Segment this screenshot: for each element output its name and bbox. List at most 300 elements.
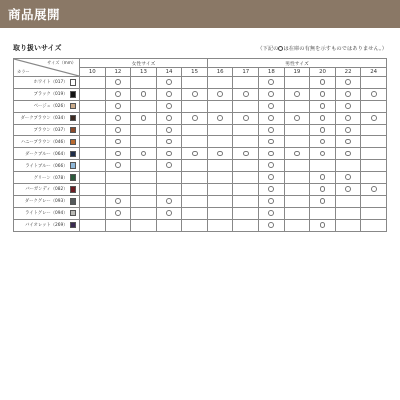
availability-cell: [105, 112, 131, 124]
availability-cell: [361, 184, 387, 196]
availability-cell: [284, 77, 310, 89]
availability-cell: [284, 172, 310, 184]
availability-cell: [233, 100, 259, 112]
availability-cell: [80, 100, 106, 112]
circle-outline-icon: [141, 151, 147, 157]
circle-outline-icon: [141, 91, 147, 97]
availability-cell: [335, 172, 361, 184]
circle-outline-icon: [166, 127, 172, 133]
circle-outline-icon: [345, 115, 351, 121]
availability-cell: [259, 184, 285, 196]
color-cell: [14, 112, 80, 124]
circle-outline-icon: [320, 127, 326, 133]
availability-cell: [310, 100, 336, 112]
availability-cell: [182, 160, 208, 172]
circle-outline-icon: [243, 151, 249, 157]
availability-cell: [335, 136, 361, 148]
circle-outline-icon: [166, 198, 172, 204]
size-group-header: 男性サイズ: [207, 59, 386, 68]
circle-outline-icon: [166, 91, 172, 97]
color-label: ダークブルー（064）: [25, 151, 68, 157]
size-header: 12: [105, 68, 131, 77]
availability-cell: [105, 172, 131, 184]
availability-cell: [156, 219, 182, 231]
availability-cell: [182, 88, 208, 100]
availability-cell: [105, 207, 131, 219]
color-swatch: [70, 127, 77, 134]
color-label: ダークグレー（093）: [24, 199, 68, 205]
circle-outline-icon: [268, 139, 274, 145]
availability-cell: [335, 112, 361, 124]
availability-cell: [207, 136, 233, 148]
availability-cell: [182, 184, 208, 196]
availability-cell: [361, 160, 387, 172]
circle-outline-icon: [345, 79, 351, 85]
availability-cell: [233, 136, 259, 148]
availability-cell: [284, 219, 310, 231]
availability-cell: [207, 219, 233, 231]
circle-outline-icon: [115, 162, 121, 168]
color-swatch: [70, 151, 77, 158]
availability-cell: [156, 184, 182, 196]
availability-cell: [233, 160, 259, 172]
availability-cell: [259, 77, 285, 89]
availability-cell: [105, 77, 131, 89]
availability-cell: [182, 207, 208, 219]
availability-cell: [310, 195, 336, 207]
availability-cell: [310, 172, 336, 184]
availability-cell: [156, 172, 182, 184]
circle-outline-icon: [320, 139, 326, 145]
circle-outline-icon: [320, 186, 326, 192]
size-group-row: [14, 59, 387, 68]
circle-outline-icon: [243, 115, 249, 121]
availability-cell: [361, 77, 387, 89]
circle-outline-icon: [166, 103, 172, 109]
size-header: 19: [284, 68, 310, 77]
availability-cell: [361, 148, 387, 160]
color-label: ライトグレー（094）: [25, 211, 68, 217]
color-cell: [14, 77, 80, 89]
availability-cell: [284, 160, 310, 172]
size-header: 14: [156, 68, 182, 77]
circle-outline-icon: [320, 198, 326, 204]
availability-cell: [335, 207, 361, 219]
availability-cell: [131, 100, 157, 112]
availability-cell: [131, 184, 157, 196]
availability-cell: [310, 88, 336, 100]
corner-color-label: カラー: [17, 69, 30, 74]
availability-cell: [105, 195, 131, 207]
availability-cell: [105, 124, 131, 136]
circle-outline-icon: [166, 210, 172, 216]
availability-cell: [361, 136, 387, 148]
color-cell: [14, 100, 80, 112]
circle-outline-icon: [294, 91, 300, 97]
availability-cell: [335, 100, 361, 112]
color-swatch: [70, 222, 77, 229]
circle-outline-icon: [294, 115, 300, 121]
color-label: グリーン（078）: [33, 175, 68, 181]
page-title: 商品展開: [8, 7, 61, 22]
color-swatch: [70, 186, 77, 193]
circle-outline-icon: [268, 174, 274, 180]
availability-cell: [105, 148, 131, 160]
circle-outline-icon: [115, 115, 121, 121]
availability-cell: [361, 172, 387, 184]
size-availability-table: [13, 58, 387, 232]
availability-cell: [182, 77, 208, 89]
availability-cell: [310, 136, 336, 148]
availability-cell: [233, 88, 259, 100]
availability-cell: [233, 148, 259, 160]
availability-cell: [105, 184, 131, 196]
availability-cell: [131, 112, 157, 124]
availability-cell: [80, 172, 106, 184]
availability-cell: [233, 124, 259, 136]
color-swatch: [70, 162, 77, 169]
table-row: [14, 112, 387, 124]
color-label: バーガンディ（082）: [25, 187, 68, 193]
availability-cell: [335, 195, 361, 207]
availability-cell: [80, 124, 106, 136]
size-header: 18: [259, 68, 285, 77]
availability-cell: [207, 184, 233, 196]
table-row: [14, 207, 387, 219]
availability-cell: [156, 207, 182, 219]
circle-outline-icon: [320, 103, 326, 109]
circle-outline-icon: [115, 79, 121, 85]
availability-cell: [335, 124, 361, 136]
color-swatch: [70, 210, 77, 217]
color-cell: [14, 124, 80, 136]
availability-cell: [80, 195, 106, 207]
circle-outline-icon: [115, 198, 121, 204]
circle-outline-icon: [268, 162, 274, 168]
circle-outline-icon: [320, 222, 326, 228]
availability-cell: [310, 124, 336, 136]
availability-cell: [131, 148, 157, 160]
circle-outline-icon: [141, 115, 147, 121]
size-header: 10: [80, 68, 106, 77]
availability-cell: [233, 172, 259, 184]
circle-outline-icon: [345, 91, 351, 97]
availability-cell: [105, 88, 131, 100]
availability-cell: [310, 112, 336, 124]
availability-cell: [207, 160, 233, 172]
circle-outline-icon: [268, 115, 274, 121]
circle-outline-icon: [192, 151, 198, 157]
availability-cell: [80, 88, 106, 100]
availability-cell: [80, 136, 106, 148]
availability-cell: [207, 195, 233, 207]
header-bar: [0, 0, 400, 28]
circle-outline-icon: [345, 103, 351, 109]
color-label: ハニーブラウン（046）: [20, 139, 68, 145]
availability-cell: [182, 195, 208, 207]
color-cell: [14, 184, 80, 196]
circle-outline-icon: [268, 91, 274, 97]
color-cell: [14, 160, 80, 172]
size-header: 24: [361, 68, 387, 77]
table-row: [14, 172, 387, 184]
circle-outline-icon: [192, 91, 198, 97]
circle-outline-icon: [115, 91, 121, 97]
availability-cell: [361, 88, 387, 100]
availability-cell: [105, 100, 131, 112]
availability-cell: [284, 112, 310, 124]
availability-cell: [131, 77, 157, 89]
circle-outline-icon: [345, 127, 351, 133]
circle-outline-icon: [320, 151, 326, 157]
availability-cell: [156, 100, 182, 112]
availability-cell: [182, 172, 208, 184]
availability-cell: [259, 88, 285, 100]
circle-outline-icon: [115, 151, 121, 157]
availability-cell: [233, 207, 259, 219]
availability-cell: [259, 207, 285, 219]
table-row: [14, 184, 387, 196]
availability-cell: [233, 77, 259, 89]
availability-cell: [131, 195, 157, 207]
circle-outline-icon: [166, 139, 172, 145]
circle-outline-icon: [268, 198, 274, 204]
table-row: [14, 124, 387, 136]
availability-cell: [284, 148, 310, 160]
color-label: ブラック（019）: [33, 92, 68, 98]
circle-outline-icon: [268, 79, 274, 85]
availability-cell: [361, 195, 387, 207]
note-text-after: は在庫の有無を示すものではありません。）: [283, 46, 387, 52]
color-swatch: [70, 79, 77, 86]
size-header: 13: [131, 68, 157, 77]
circle-outline-icon: [192, 115, 198, 121]
color-swatch: [70, 103, 77, 110]
color-swatch: [70, 198, 77, 205]
availability-cell: [182, 148, 208, 160]
circle-outline-icon: [268, 222, 274, 228]
availability-cell: [105, 136, 131, 148]
color-cell: [14, 219, 80, 231]
size-header: 16: [207, 68, 233, 77]
availability-cell: [156, 88, 182, 100]
availability-cell: [182, 124, 208, 136]
availability-cell: [131, 207, 157, 219]
table-row: [14, 77, 387, 89]
availability-cell: [310, 160, 336, 172]
circle-outline-icon: [345, 186, 351, 192]
availability-cell: [182, 112, 208, 124]
circle-outline-icon: [115, 127, 121, 133]
circle-outline-icon: [320, 174, 326, 180]
circle-outline-icon: [345, 174, 351, 180]
availability-cell: [284, 207, 310, 219]
availability-cell: [182, 100, 208, 112]
circle-outline-icon: [268, 127, 274, 133]
availability-cell: [310, 148, 336, 160]
table-row: [14, 219, 387, 231]
color-swatch: [70, 91, 77, 98]
availability-cell: [259, 172, 285, 184]
availability-cell: [335, 219, 361, 231]
table-row: [14, 160, 387, 172]
color-swatch: [70, 174, 77, 181]
availability-cell: [361, 219, 387, 231]
availability-cell: [207, 100, 233, 112]
availability-cell: [310, 219, 336, 231]
section-title: 取り扱いサイズ: [13, 44, 62, 52]
availability-cell: [361, 112, 387, 124]
availability-cell: [131, 124, 157, 136]
availability-cell: [80, 112, 106, 124]
color-cell: [14, 195, 80, 207]
circle-outline-icon: [115, 103, 121, 109]
availability-cell: [207, 172, 233, 184]
availability-cell: [80, 77, 106, 89]
size-header: 17: [233, 68, 259, 77]
availability-note: [257, 44, 387, 52]
circle-outline-icon: [243, 91, 249, 97]
availability-cell: [131, 219, 157, 231]
color-cell: [14, 136, 80, 148]
availability-cell: [80, 148, 106, 160]
color-cell: [14, 172, 80, 184]
availability-cell: [335, 88, 361, 100]
circle-outline-icon: [166, 151, 172, 157]
circle-outline-icon: [217, 151, 223, 157]
color-cell: [14, 88, 80, 100]
circle-outline-icon: [166, 79, 172, 85]
availability-cell: [131, 160, 157, 172]
availability-cell: [259, 100, 285, 112]
availability-cell: [156, 160, 182, 172]
color-label: バイオレット（269）: [25, 223, 68, 229]
availability-cell: [105, 219, 131, 231]
availability-cell: [259, 112, 285, 124]
availability-cell: [335, 184, 361, 196]
corner-size-label: サイズ（mm）: [47, 60, 76, 65]
availability-cell: [259, 136, 285, 148]
availability-cell: [284, 88, 310, 100]
size-group-header: 女性サイズ: [80, 59, 208, 68]
availability-cell: [310, 207, 336, 219]
table-row: [14, 136, 387, 148]
availability-cell: [233, 195, 259, 207]
circle-outline-icon: [294, 151, 300, 157]
availability-cell: [310, 77, 336, 89]
availability-cell: [284, 100, 310, 112]
circle-outline-icon: [345, 139, 351, 145]
circle-outline-icon: [166, 162, 172, 168]
availability-cell: [80, 184, 106, 196]
color-swatch: [70, 139, 77, 146]
color-label: ダークブラウン（034）: [20, 116, 68, 122]
color-label: ホワイト（017）: [33, 80, 68, 86]
availability-cell: [131, 172, 157, 184]
availability-cell: [105, 160, 131, 172]
availability-cell: [156, 136, 182, 148]
size-header: 20: [310, 68, 336, 77]
circle-outline-icon: [268, 210, 274, 216]
circle-outline-icon: [371, 115, 377, 121]
availability-cell: [259, 219, 285, 231]
availability-cell: [131, 88, 157, 100]
availability-cell: [156, 148, 182, 160]
availability-cell: [284, 136, 310, 148]
availability-cell: [284, 184, 310, 196]
availability-cell: [335, 160, 361, 172]
circle-outline-icon: [217, 91, 223, 97]
circle-outline-icon: [268, 151, 274, 157]
table-row: [14, 88, 387, 100]
availability-cell: [284, 124, 310, 136]
table-corner-header: [14, 59, 80, 77]
circle-outline-icon: [320, 115, 326, 121]
availability-cell: [335, 77, 361, 89]
availability-cell: [207, 112, 233, 124]
availability-cell: [182, 219, 208, 231]
size-header: 22: [335, 68, 361, 77]
availability-cell: [207, 207, 233, 219]
availability-cell: [310, 184, 336, 196]
circle-outline-icon: [217, 115, 223, 121]
availability-cell: [233, 184, 259, 196]
size-header: 15: [182, 68, 208, 77]
circle-outline-icon: [268, 103, 274, 109]
availability-cell: [361, 124, 387, 136]
table-row: [14, 100, 387, 112]
color-label: ライトブルー（066）: [25, 163, 68, 169]
availability-cell: [207, 77, 233, 89]
color-label: ベージュ（026）: [33, 104, 68, 110]
availability-cell: [80, 207, 106, 219]
table-row: [14, 195, 387, 207]
color-cell: [14, 148, 80, 160]
availability-cell: [335, 148, 361, 160]
table-row: [14, 148, 387, 160]
availability-cell: [80, 160, 106, 172]
availability-cell: [259, 160, 285, 172]
availability-cell: [182, 136, 208, 148]
color-cell: [14, 207, 80, 219]
availability-cell: [284, 195, 310, 207]
availability-cell: [259, 195, 285, 207]
circle-outline-icon: [268, 186, 274, 192]
color-label: ブラウン（037）: [33, 128, 68, 133]
circle-outline-icon: [320, 79, 326, 85]
color-swatch: [70, 115, 77, 122]
note-text-before: （下記の: [257, 46, 279, 52]
availability-cell: [156, 195, 182, 207]
availability-cell: [131, 136, 157, 148]
availability-cell: [361, 100, 387, 112]
circle-outline-icon: [166, 115, 172, 121]
availability-cell: [233, 219, 259, 231]
availability-cell: [259, 148, 285, 160]
circle-outline-icon: [371, 186, 377, 192]
circle-outline-icon: [345, 151, 351, 157]
availability-cell: [207, 148, 233, 160]
availability-cell: [259, 124, 285, 136]
availability-cell: [207, 124, 233, 136]
availability-cell: [207, 88, 233, 100]
availability-cell: [156, 124, 182, 136]
availability-cell: [156, 112, 182, 124]
circle-outline-icon: [371, 91, 377, 97]
availability-cell: [156, 77, 182, 89]
circle-outline-icon: [115, 139, 121, 145]
availability-cell: [233, 112, 259, 124]
